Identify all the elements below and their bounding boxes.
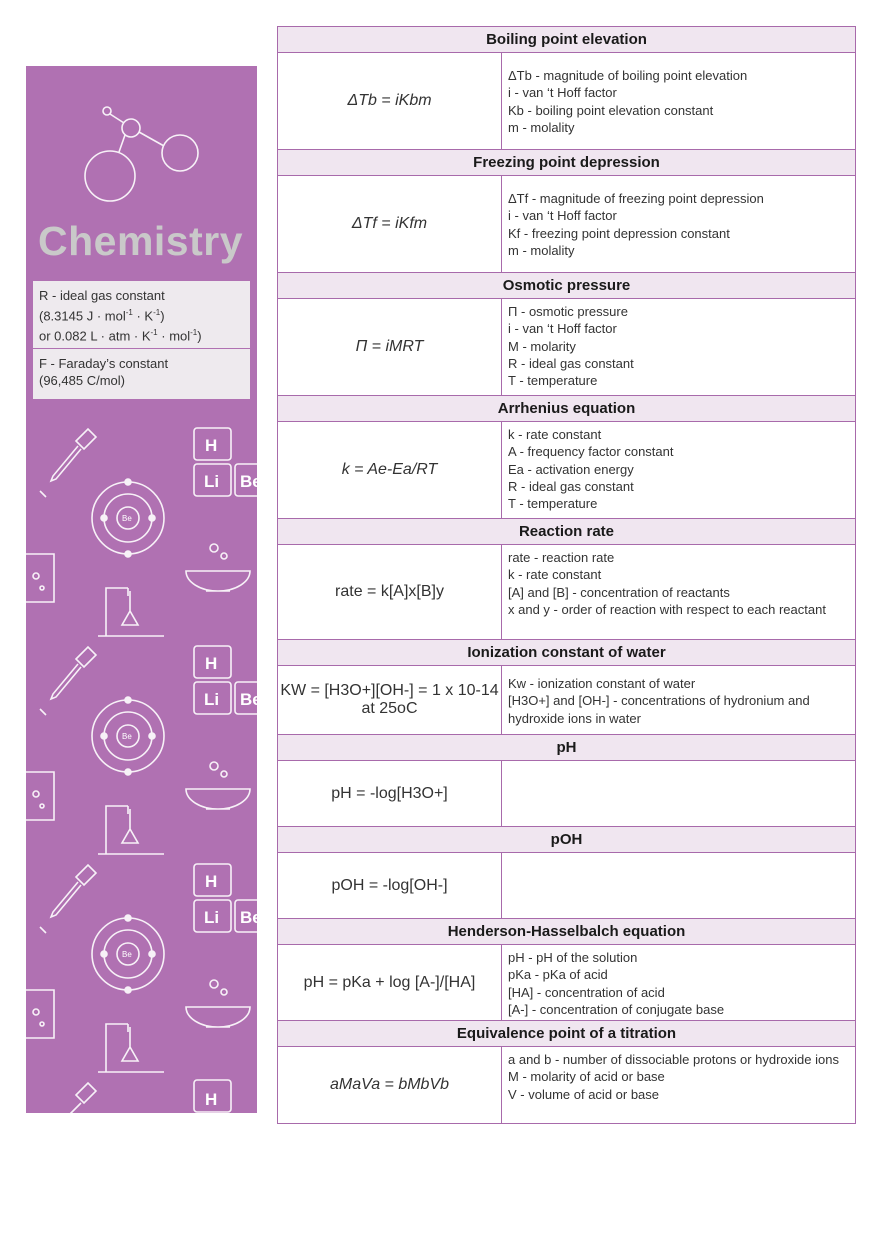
definitions-freezing-point: ΔTf - magnitude of freezing point depression i - van ‘t Hoff factor Kf - freezing point depression constant m - molality [508,191,764,258]
faraday-constant-box: F - Faraday’s constant (96,485 C/mol) [33,349,250,399]
pattern-block-2 [26,646,272,854]
atom-label: Be [122,732,132,741]
section-header-ph: pH [278,734,855,761]
element-be-label: Be [240,908,262,927]
element-li-label: Li [204,690,220,709]
section-header-equivalence-point: Equivalence point of a titration [278,1020,855,1047]
section-header-arrhenius: Arrhenius equation [278,395,855,422]
row-boiling-point [278,53,855,149]
element-h-label: H [205,1090,218,1109]
formula-boiling-point: ΔTb = iKbm [278,53,502,149]
row-water-ionization [278,666,855,734]
section-header-reaction-rate: Reaction rate [278,518,855,545]
formula-equivalence-point: aMaVa = bMbVb [278,1047,502,1123]
element-h-label: H [205,654,218,673]
sidebar-title: Chemistry [38,218,244,264]
definitions-reaction-rate: rate - reaction rate k - rate constant [A] and [B] - concentration of reactants x and y - order of reaction with respect to each reactant [508,550,826,617]
element-be-label: Be [240,472,262,491]
row-freezing-point [278,176,855,272]
section-header-osmotic-pressure: Osmotic pressure [278,272,855,299]
section-header-freezing-point: Freezing point depression [278,149,855,176]
definitions-osmotic-pressure: Π - osmotic pressure i - van ‘t Hoff factor M - molarity R - ideal gas constant T - temperature [508,304,634,389]
sidebar [26,66,262,1113]
row-arrhenius [278,422,855,518]
row-ph [278,761,855,826]
section-header-boiling-point: Boiling point elevation [278,27,855,53]
section-header-poh: pOH [278,826,855,853]
row-reaction-rate [278,545,855,639]
definitions-arrhenius: k - rate constant A - frequency factor constant Ea - activation energy R - ideal gas constant T - temperature [508,427,674,512]
formula-water-ionization: KW = [H3O+][OH-] = 1 x 10-14 at 25oC [278,666,502,734]
row-osmotic-pressure [278,299,855,395]
element-li-label: Li [204,472,220,491]
definitions-poh [502,853,855,918]
formula-freezing-point: ΔTf = iKfm [278,176,502,272]
section-header-water-ionization: Ionization constant of water [278,639,855,666]
formula-osmotic-pressure: Π = iMRT [278,299,502,395]
pattern-block-1 [26,428,272,636]
formula-table [277,26,856,1124]
section-header-henderson-hasselbalch: Henderson-Hasselbalch equation [278,918,855,945]
definitions-water-ionization: Kw - ionization constant of water [H3O+] and [OH-] - concentrations of hydronium and hydroxide ions in water [508,676,810,726]
formula-ph: pH = -log[H3O+] [278,761,502,826]
formula-henderson-hasselbalch: pH = pKa + log [A-]/[HA] [278,945,502,1020]
element-be-label: Be [240,690,262,709]
definitions-boiling-point: ΔTb - magnitude of boiling point elevation i - van ‘t Hoff factor Kb - boiling point elevation constant m - molality [508,68,748,135]
formula-reaction-rate: rate = k[A]x[B]y [278,545,502,639]
element-h-label: H [205,436,218,455]
element-h-label: H [205,872,218,891]
gas-constant-box: R - ideal gas constant (8.3145 $J \cdot mol^{-1} \cdot K^{-1}$) or 0.082 L · atm · $K^{-1} \cdot mol^{-1}$) [33,281,250,348]
definitions-ph [502,761,855,826]
molecule-icon [85,107,198,201]
row-poh [278,853,855,918]
row-equivalence-point [278,1047,855,1123]
formula-poh: pOH = -log[OH-] [278,853,502,918]
element-li-label: Li [204,908,220,927]
pattern-block-3 [26,864,272,1072]
atom-label: Be [122,514,132,523]
definitions-henderson-hasselbalch: pH - pH of the solution pKa - pKa of acid [HA] - concentration of acid [A-] - concentration of conjugate base [508,950,725,1017]
formula-arrhenius: k = Ae-Ea/RT [278,422,502,518]
definitions-equivalence-point: a and b - number of dissociable protons or hydroxide ions M - molarity of acid or base V - volume of acid or base [508,1052,839,1102]
row-henderson-hasselbalch [278,945,855,1020]
atom-label: Be [122,950,132,959]
